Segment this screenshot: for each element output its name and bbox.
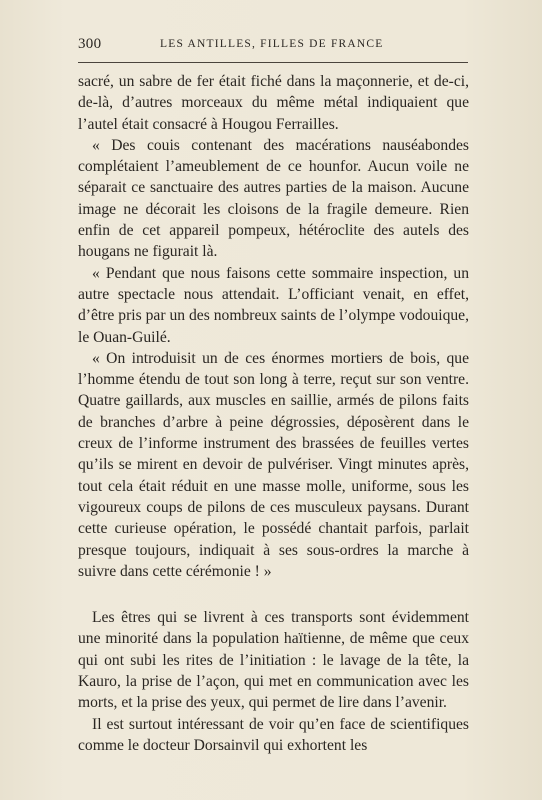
paragraph-4: « On introduisit un de ces énormes mortiers de bois, que l’homme étendu de tout son long à terre, reçut sur son ventre. Quatre gaillards, aux muscles en saillie, armés de pilons faits de branches d’arbre à peine dégrossies, déposèrent dans le creux de l’informe instrument des brassées de feuilles vertes qu’ils se mirent en devoir de pulvériser. Vingt minutes après, tout cela était réduit en une masse molle, uniforme, sous les vigoureux coups de pilons de ces musculeux paysans. Durant cette curieuse opération, le possédé chantait parfois, parlait presque toujours, indiquait à ses sous-ordres la marche à suivre dans cette cérémonie ! » (78, 349, 469, 580)
running-title: LES ANTILLES, FILLES DE FRANCE (160, 38, 384, 50)
page-header (78, 36, 468, 58)
page-number: 300 (78, 36, 102, 52)
section-gap (78, 582, 469, 607)
paragraph-3: « Pendant que nous faisons cette sommaire inspection, un autre spectacle nous attendait. L’officiant venait, en effet, d’être pris par un des nombreux saints de l’olympe vodouique, le Ouan-Guilé. (78, 264, 469, 346)
body-text (78, 71, 469, 756)
paragraph-1: sacré, un sabre de fer était fiché dans la maçonnerie, et de-ci, de-là, d’autres morceaux du même métal indiquaient que l’autel était consacré à Hougou Ferrailles. (78, 73, 469, 133)
paragraph-5: Les êtres qui se livrent à ces transports sont évidemment une minorité dans la population haïtienne, de même que ceux qui ont subi les rites de l’initiation : le lavage de la tête, la Kauro, la prise de l’açon, qui met en communication avec les morts, et la prise des yeux, qui permet de lire dans l’avenir. (78, 609, 469, 712)
paragraph-2: « Des couis contenant des macérations nauséabondes complétaient l’ameublement de ce hounfor. Aucun voile ne séparait ce sanctuaire des autres parties de la maison. Aucune image ne décorait les cloisons de la fragile demeure. Rien enfin de cet appareil pompeux, hétéroclite des autels des hougans ne figurait là. (78, 136, 469, 261)
header-rule (78, 62, 468, 63)
paragraph-6: Il est surtout intéressant de voir qu’en face de scientifiques comme le docteur Dorsainvil qui exhortent les (78, 715, 469, 754)
